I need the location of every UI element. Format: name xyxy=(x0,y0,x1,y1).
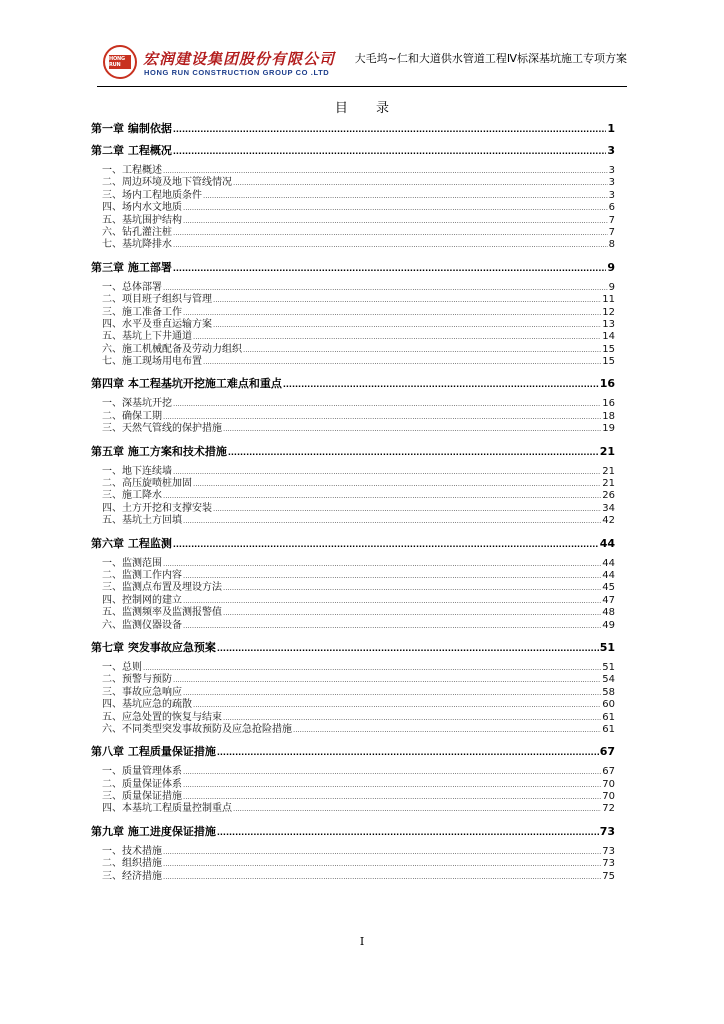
toc-section-entry[interactable] xyxy=(91,165,615,177)
toc-leader-dots xyxy=(217,744,599,761)
toc-section-page: 75 xyxy=(602,870,615,882)
toc-section-page: 13 xyxy=(602,318,615,330)
toc-section-entry[interactable] xyxy=(91,558,615,570)
toc-section-page: 47 xyxy=(602,594,615,606)
toc-leader-dots xyxy=(183,620,601,632)
toc-leader-dots xyxy=(173,121,607,138)
toc-section-page: 3 xyxy=(608,189,615,201)
toc-section-page: 14 xyxy=(602,331,615,343)
toc-section-page: 61 xyxy=(602,723,615,735)
toc-chapter-label: 第七章 突发事故应急预案 xyxy=(91,640,216,654)
toc-section-page: 15 xyxy=(602,356,615,368)
toc-chapter-page: 1 xyxy=(607,122,615,135)
toc-section-entry[interactable] xyxy=(91,607,615,619)
toc-chapter xyxy=(91,640,615,741)
toc-chapter-label: 第一章 编制依据 xyxy=(91,122,172,135)
toc-leader-dots xyxy=(173,398,601,410)
toc-section-page: 34 xyxy=(602,502,615,514)
toc-section-page: 21 xyxy=(602,478,615,490)
toc-section-label: 三、监测点布置及埋设方法 xyxy=(102,582,222,594)
toc-chapter-page: 67 xyxy=(599,745,615,759)
logo-text: HONG RUN xyxy=(109,55,131,69)
toc-leader-dots xyxy=(143,662,601,674)
toc-section-page: 61 xyxy=(602,711,615,723)
toc-section-label: 二、质量保证体系 xyxy=(102,778,182,790)
toc-leader-dots xyxy=(183,307,601,319)
toc-leader-dots xyxy=(223,712,601,724)
toc-section-label: 六、监测仪器设备 xyxy=(102,619,182,631)
toc-leader-dots xyxy=(173,260,607,277)
company-name-cn: 宏润建设集团股份有限公司 xyxy=(143,50,336,68)
toc-leader-dots xyxy=(183,215,608,227)
toc-section-entry[interactable] xyxy=(91,227,615,239)
toc-section-label: 五、基坑土方回填 xyxy=(102,515,182,527)
toc-section-label: 四、基坑应急的疏散 xyxy=(102,699,192,711)
toc-leader-dots xyxy=(183,766,601,778)
toc-leader-dots xyxy=(193,699,601,711)
toc-section-label: 三、质量保证措施 xyxy=(102,791,182,803)
toc-section-label: 六、不同类型突发事故预防及应急抢险措施 xyxy=(102,723,292,735)
toc-leader-dots xyxy=(223,582,601,594)
toc-chapter-label: 第三章 施工部署 xyxy=(91,260,172,274)
toc-section-label: 一、总体部署 xyxy=(102,281,162,293)
toc-section-entry[interactable] xyxy=(91,791,615,803)
toc-section-label: 二、高压旋喷桩加固 xyxy=(102,478,192,490)
toc-leader-dots xyxy=(173,674,601,686)
toc-chapter-label: 第四章 本工程基坑开挖施工难点和重点 xyxy=(91,377,282,391)
toc-section-label: 六、钻孔灌注桩 xyxy=(102,226,172,238)
toc-section-entry[interactable] xyxy=(91,779,615,791)
toc-section-entry[interactable] xyxy=(91,466,615,478)
toc-leader-dots xyxy=(183,595,601,607)
toc-leader-dots xyxy=(203,356,601,368)
toc-chapter xyxy=(91,536,615,637)
toc-leader-dots xyxy=(283,376,599,393)
toc-section-entry[interactable] xyxy=(91,190,615,202)
toc-section-label: 六、施工机械配备及劳动力组织 xyxy=(102,343,242,355)
toc-chapter-label: 第五章 施工方案和技术措施 xyxy=(91,444,227,458)
company-logo-icon xyxy=(103,45,137,79)
toc-section-entry[interactable] xyxy=(91,411,615,423)
toc-section-label: 四、控制网的建立 xyxy=(102,594,182,606)
toc-leader-dots xyxy=(163,858,601,870)
toc-leader-dots xyxy=(163,282,608,294)
header-divider xyxy=(97,86,627,87)
toc-section-page: 6 xyxy=(608,202,615,214)
toc-section-entry[interactable] xyxy=(91,319,615,331)
toc-section-entry[interactable] xyxy=(91,766,615,778)
toc-leader-dots xyxy=(243,344,601,356)
toc-leader-dots xyxy=(183,570,601,582)
toc-leader-dots xyxy=(183,202,608,214)
toc-chapter-label: 第九章 施工进度保证措施 xyxy=(91,824,216,838)
toc-section-label: 二、确保工期 xyxy=(102,410,162,422)
toc-section-label: 一、技术措施 xyxy=(102,845,162,857)
toc-section-page: 16 xyxy=(602,398,615,410)
toc-section-entry[interactable] xyxy=(91,724,615,736)
toc-section-page: 49 xyxy=(602,619,615,631)
toc-chapter-entry[interactable] xyxy=(91,536,615,552)
toc-section-page: 44 xyxy=(602,569,615,581)
toc-section-entry[interactable] xyxy=(91,674,615,686)
toc-section-page: 51 xyxy=(602,661,615,673)
toc-section-label: 一、地下连续墙 xyxy=(102,465,172,477)
toc-section-page: 70 xyxy=(602,778,615,790)
toc-leader-dots xyxy=(213,503,601,515)
toc-chapter-entry[interactable] xyxy=(91,260,615,276)
toc-section-page: 3 xyxy=(608,165,615,176)
toc-section-page: 42 xyxy=(602,515,615,527)
toc-leader-dots xyxy=(233,177,608,189)
toc-chapter xyxy=(91,121,615,137)
toc-section-entry[interactable] xyxy=(91,582,615,594)
toc-section-page: 15 xyxy=(602,343,615,355)
toc-leader-dots xyxy=(217,640,599,657)
toc-chapter xyxy=(91,824,615,888)
toc-leader-dots xyxy=(173,536,599,553)
toc-section-label: 五、基坑上下井通道 xyxy=(102,331,192,343)
toc-leader-dots xyxy=(183,791,601,803)
toc-section-page: 54 xyxy=(602,674,615,686)
toc-chapter xyxy=(91,143,615,257)
toc-chapter-entry[interactable] xyxy=(91,744,615,760)
toc-chapter-entry[interactable] xyxy=(91,121,615,137)
toc-section-page: 58 xyxy=(602,686,615,698)
toc-section-entry[interactable] xyxy=(91,344,615,356)
toc-leader-dots xyxy=(163,846,601,858)
toc-chapter-page: 16 xyxy=(599,377,615,391)
toc-leader-dots xyxy=(203,190,608,202)
toc-chapter-entry[interactable] xyxy=(91,143,615,159)
toc-chapter-page: 73 xyxy=(599,824,615,838)
toc-section-entry[interactable] xyxy=(91,177,615,189)
toc-leader-dots xyxy=(183,779,601,791)
toc-section-entry[interactable] xyxy=(91,398,615,410)
toc-section-page: 48 xyxy=(602,607,615,619)
toc-section-entry[interactable] xyxy=(91,871,615,883)
toc-leader-dots xyxy=(163,558,601,570)
toc-section-page: 7 xyxy=(608,214,615,226)
toc-chapter-page: 21 xyxy=(599,444,615,458)
page-number: I xyxy=(359,935,365,948)
toc-section-entry[interactable] xyxy=(91,356,615,368)
toc-section-entry[interactable] xyxy=(91,687,615,699)
toc-section-entry[interactable] xyxy=(91,846,615,858)
toc-section-label: 一、深基坑开挖 xyxy=(102,398,172,410)
toc-section-label: 五、监测频率及监测报警值 xyxy=(102,607,222,619)
toc-section-page: 26 xyxy=(602,490,615,502)
toc-section-label: 三、事故应急响应 xyxy=(102,686,182,698)
toc-chapter-page: 3 xyxy=(607,144,615,157)
toc-section-label: 四、水平及垂直运输方案 xyxy=(102,318,212,330)
toc-section-page: 9 xyxy=(608,281,615,293)
toc-section-label: 二、项目班子组织与管理 xyxy=(102,294,212,306)
toc-section-label: 一、总则 xyxy=(102,661,142,673)
toc-section-label: 二、监测工作内容 xyxy=(102,569,182,581)
toc-section-label: 五、应急处置的恢复与结束 xyxy=(102,711,222,723)
toc-section-label: 四、场内水文地质 xyxy=(102,202,182,214)
toc-section-label: 一、监测范围 xyxy=(102,557,162,569)
toc-section-entry[interactable] xyxy=(91,294,615,306)
toc-section-page: 60 xyxy=(602,699,615,711)
toc-leader-dots xyxy=(173,466,601,478)
toc-chapter-page: 9 xyxy=(607,260,615,274)
toc-leader-dots xyxy=(193,478,601,490)
toc-section-entry[interactable] xyxy=(91,490,615,502)
toc-section-page: 72 xyxy=(602,803,615,815)
toc-chapter-label: 第二章 工程概况 xyxy=(91,144,172,157)
toc-section-label: 七、基坑降排水 xyxy=(102,239,172,251)
toc-section-page: 19 xyxy=(602,423,615,435)
toc-section-page: 18 xyxy=(602,410,615,422)
toc-section-label: 一、质量管理体系 xyxy=(102,766,182,778)
toc-leader-dots xyxy=(173,143,607,160)
page-header xyxy=(97,42,627,86)
toc-leader-dots xyxy=(173,227,608,239)
toc-section-label: 四、本基坑工程质量控制重点 xyxy=(102,803,232,815)
toc-section-entry[interactable] xyxy=(91,202,615,214)
company-name-en: HONG RUN CONSTRUCTION GROUP CO .LTD xyxy=(144,68,330,77)
toc-leader-dots xyxy=(173,239,608,251)
toc-section-entry[interactable] xyxy=(91,662,615,674)
toc-section-page: 70 xyxy=(602,791,615,803)
toc-chapter xyxy=(91,744,615,821)
toc-section-label: 一、工程概述 xyxy=(102,165,162,176)
toc-section-label: 二、预警与预防 xyxy=(102,674,172,686)
toc-leader-dots xyxy=(213,294,601,306)
toc-section-entry[interactable] xyxy=(91,515,615,527)
toc-section-label: 三、天然气管线的保护措施 xyxy=(102,423,222,435)
toc-section-entry[interactable] xyxy=(91,331,615,343)
toc-leader-dots xyxy=(228,444,599,461)
toc-section-entry[interactable] xyxy=(91,478,615,490)
toc-leader-dots xyxy=(223,607,601,619)
toc-chapter xyxy=(91,260,615,374)
toc-chapter-label: 第八章 工程质量保证措施 xyxy=(91,745,216,759)
toc-chapter-entry[interactable] xyxy=(91,444,615,460)
toc-leader-dots xyxy=(163,165,608,177)
toc-chapter-entry[interactable] xyxy=(91,824,615,840)
toc-leader-dots xyxy=(183,687,601,699)
toc-title: 目 录 xyxy=(334,101,402,116)
toc-section-entry[interactable] xyxy=(91,570,615,582)
toc-section-entry[interactable] xyxy=(91,712,615,724)
toc-section-entry[interactable] xyxy=(91,282,615,294)
toc-section-label: 七、施工现场用电布置 xyxy=(102,356,202,368)
toc-chapter xyxy=(91,376,615,440)
toc-leader-dots xyxy=(233,803,601,815)
toc-section-label: 三、经济措施 xyxy=(102,870,162,882)
toc-section-entry[interactable] xyxy=(91,699,615,711)
toc-chapter-page: 44 xyxy=(599,536,615,550)
toc-chapter-entry[interactable] xyxy=(91,376,615,392)
toc-section-entry[interactable] xyxy=(91,503,615,515)
toc-section-page: 73 xyxy=(602,858,615,870)
toc-section-entry[interactable] xyxy=(91,307,615,319)
toc-section-page: 3 xyxy=(608,177,615,189)
toc-section-label: 二、周边环境及地下管线情况 xyxy=(102,177,232,189)
toc-section-page: 21 xyxy=(602,465,615,477)
toc-section-page: 7 xyxy=(608,226,615,238)
toc-leader-dots xyxy=(163,871,601,883)
toc-leader-dots xyxy=(193,331,601,343)
toc-section-entry[interactable] xyxy=(91,858,615,870)
toc-section-label: 三、场内工程地质条件 xyxy=(102,189,202,201)
toc-section-page: 11 xyxy=(602,294,615,306)
toc-section-page: 12 xyxy=(602,306,615,318)
toc-section-page: 44 xyxy=(602,557,615,569)
toc-leader-dots xyxy=(163,490,601,502)
toc-chapter-label: 第六章 工程监测 xyxy=(91,536,172,550)
toc-section-page: 8 xyxy=(608,239,615,251)
toc-section-page: 67 xyxy=(602,766,615,778)
toc-section-label: 二、组织措施 xyxy=(102,858,162,870)
toc-leader-dots xyxy=(293,724,601,736)
toc-section-page: 73 xyxy=(602,845,615,857)
toc-section-entry[interactable] xyxy=(91,595,615,607)
toc-section-label: 三、施工降水 xyxy=(102,490,162,502)
toc-leader-dots xyxy=(183,515,601,527)
toc-chapter xyxy=(91,444,615,533)
toc-chapter-page: 51 xyxy=(599,640,615,654)
toc-section-label: 三、施工准备工作 xyxy=(102,306,182,318)
toc-section-label: 四、土方开挖和支撑安装 xyxy=(102,502,212,514)
toc-section-entry[interactable] xyxy=(91,803,615,815)
toc-section-entry[interactable] xyxy=(91,239,615,251)
toc-section-entry[interactable] xyxy=(91,423,615,435)
toc-chapter-entry[interactable] xyxy=(91,640,615,656)
toc-leader-dots xyxy=(223,423,601,435)
toc-section-entry[interactable] xyxy=(91,620,615,632)
toc-leader-dots xyxy=(213,319,601,331)
toc-leader-dots xyxy=(163,411,601,423)
toc-section-page: 45 xyxy=(602,582,615,594)
toc-section-entry[interactable] xyxy=(91,215,615,227)
toc-section-label: 五、基坑围护结构 xyxy=(102,214,182,226)
project-title: 大毛坞~仁和大道供水管道工程Ⅳ标深基坑施工专项方案 xyxy=(354,52,627,65)
table-of-contents xyxy=(91,118,615,888)
toc-leader-dots xyxy=(217,824,599,841)
